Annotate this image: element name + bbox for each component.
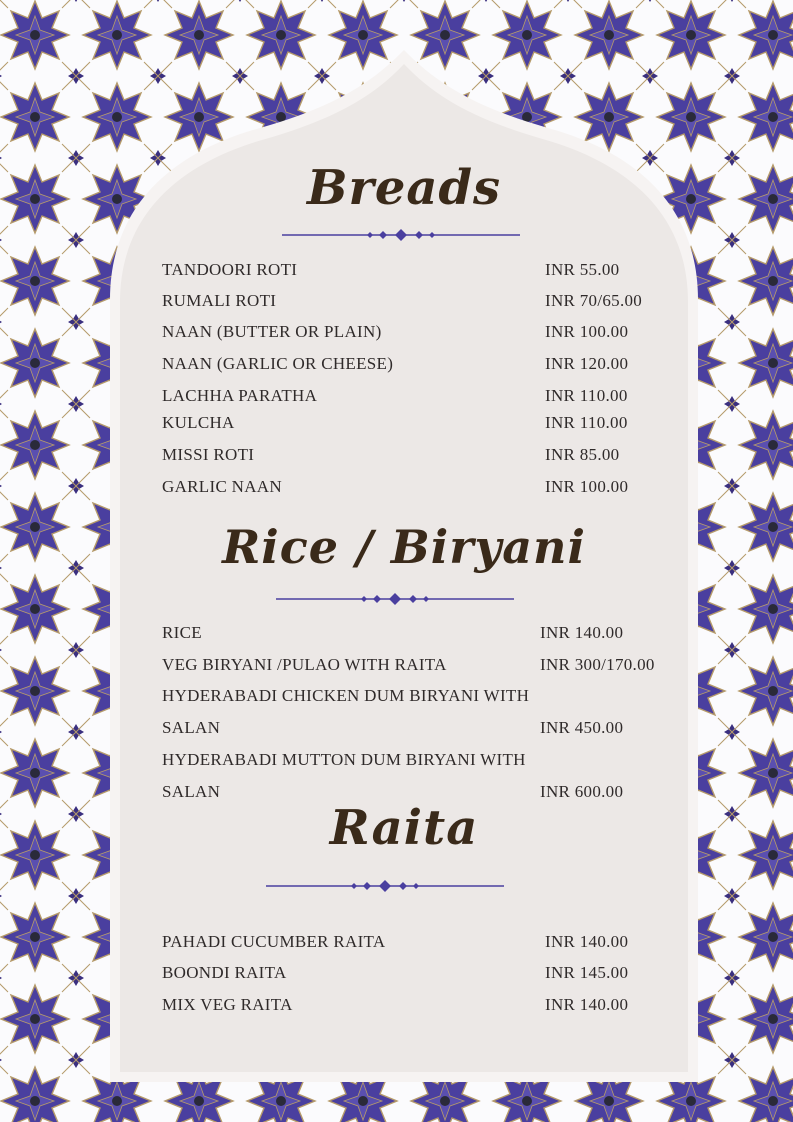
bread-item-name-2: RUMALI ROTI: [162, 291, 277, 310]
bread-item-name-4: NAAN (GARLIC OR CHEESE): [162, 354, 394, 373]
raita-item-name-1: PAHADI CUCUMBER RAITA: [162, 932, 386, 951]
bread-item-price-5: INR 110.00: [545, 386, 628, 405]
raita-item-price-3: INR 140.00: [545, 995, 629, 1014]
raita-item-price-1: INR 140.00: [545, 932, 629, 951]
rice-item-name-2: VEG BIRYANI /PULAO WITH RAITA: [162, 655, 447, 674]
bread-item-name-6: KULCHA: [162, 413, 235, 432]
bread-item-price-1: INR 55.00: [545, 260, 620, 279]
rice-item-name-4: HYDERABADI MUTTON DUM BIRYANI WITH: [162, 750, 526, 769]
raita-item-price-2: INR 145.00: [545, 963, 629, 982]
bread-item-price-6: INR 110.00: [545, 413, 628, 432]
rice-item-price-1: INR 140.00: [540, 623, 624, 642]
bread-item-name-3: NAAN (BUTTER OR PLAIN): [162, 322, 382, 341]
breads-divider: [282, 228, 520, 242]
rice-biryani-heading: Rice / Biryani: [222, 520, 586, 574]
bread-item-name-7: MISSI ROTI: [162, 445, 255, 464]
rice-item-name-4-continuation: SALAN: [162, 782, 221, 801]
rice-item-price-3: INR 450.00: [540, 718, 624, 737]
bread-item-price-3: INR 100.00: [545, 322, 629, 341]
breads-heading: Breads: [306, 160, 502, 216]
rice-divider: [276, 592, 514, 606]
rice-item-name-3: HYDERABADI CHICKEN DUM BIRYANI WITH: [162, 686, 530, 705]
bread-item-name-5: LACHHA PARATHA: [162, 386, 318, 405]
bread-item-name-1: TANDOORI ROTI: [162, 260, 298, 279]
raita-divider: [266, 879, 504, 893]
raita-item-name-2: BOONDI RAITA: [162, 963, 287, 982]
bread-item-price-2: INR 70/65.00: [545, 291, 643, 310]
bread-item-price-7: INR 85.00: [545, 445, 620, 464]
raita-item-name-3: MIX VEG RAITA: [162, 995, 293, 1014]
rice-item-name-3-continuation: SALAN: [162, 718, 221, 737]
rice-item-price-2: INR 300/170.00: [540, 655, 655, 674]
bread-item-price-4: INR 120.00: [545, 354, 629, 373]
raita-heading: Raita: [329, 800, 479, 856]
rice-item-name-1: RICE: [162, 623, 202, 642]
bread-item-name-8: GARLIC NAAN: [162, 477, 282, 496]
bread-item-price-8: INR 100.00: [545, 477, 629, 496]
rice-item-price-4: INR 600.00: [540, 782, 624, 801]
